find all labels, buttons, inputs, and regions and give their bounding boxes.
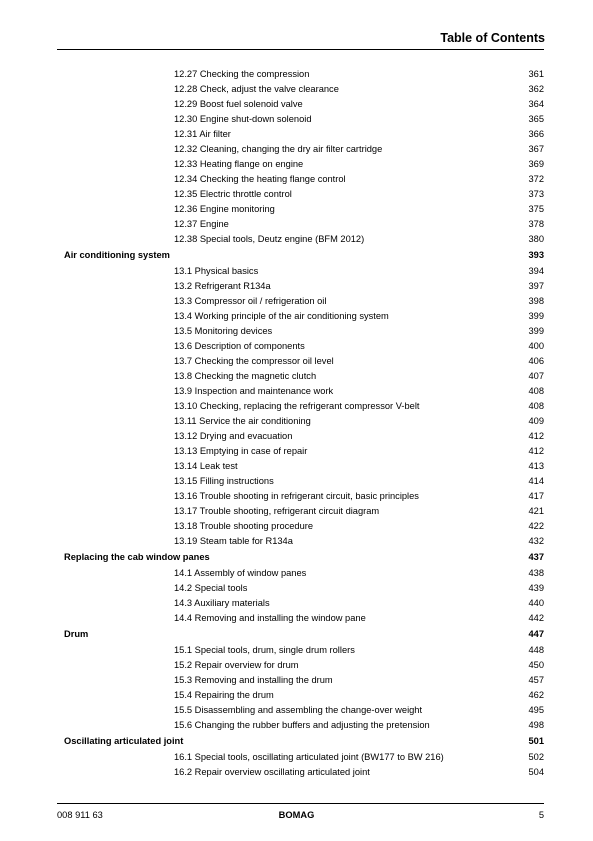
toc-entry-page: 406 (528, 356, 544, 366)
toc-entry-title: 13.2 Refrigerant R134a (174, 281, 271, 291)
toc-entry-title: 12.33 Heating flange on engine (174, 159, 304, 169)
footer-doc-number: 008 911 63 (57, 810, 103, 820)
toc-section[interactable] (57, 550, 544, 565)
toc-entry[interactable] (57, 519, 544, 534)
toc-entry-page: 400 (528, 341, 544, 351)
toc-entry[interactable] (57, 127, 544, 142)
toc-entry[interactable] (57, 703, 544, 718)
toc-entry-title: Air conditioning system (64, 249, 170, 260)
toc-entry-title: 12.34 Checking the heating flange control (174, 174, 346, 184)
toc-entry-title: 12.35 Electric throttle control (174, 189, 292, 199)
toc-entry[interactable] (57, 718, 544, 733)
toc-entry[interactable] (57, 459, 544, 474)
toc-list (57, 67, 544, 780)
toc-entry-title: 13.3 Compressor oil / refrigeration oil (174, 296, 327, 306)
toc-entry[interactable] (57, 688, 544, 703)
toc-entry-page: 369 (528, 159, 544, 169)
toc-entry[interactable] (57, 97, 544, 112)
toc-entry-title: 12.30 Engine shut-down solenoid (174, 114, 312, 124)
toc-entry[interactable] (57, 202, 544, 217)
toc-entry-title: 13.8 Checking the magnetic clutch (174, 371, 317, 381)
toc-entry-title: 13.15 Filling instructions (174, 476, 274, 486)
toc-entry-page: 440 (528, 598, 544, 608)
toc-entry[interactable] (57, 566, 544, 581)
toc-entry-page: 457 (528, 675, 544, 685)
toc-entry-title: 12.27 Checking the compression (174, 69, 310, 79)
page-title: Table of Contents (440, 31, 545, 45)
toc-entry-title: 14.1 Assembly of window panes (174, 568, 307, 578)
toc-entry-title: 13.12 Drying and evacuation (174, 431, 293, 441)
toc-entry[interactable] (57, 750, 544, 765)
toc-entry-title: 15.4 Repairing the drum (174, 690, 274, 700)
toc-entry-title: 12.29 Boost fuel solenoid valve (174, 99, 303, 109)
toc-entry-page: 361 (528, 69, 544, 79)
toc-entry[interactable] (57, 157, 544, 172)
toc-entry-title: 13.7 Checking the compressor oil level (174, 356, 334, 366)
toc-entry-title: 13.19 Steam table for R134a (174, 536, 293, 546)
toc-entry[interactable] (57, 534, 544, 549)
toc-entry-page: 447 (528, 628, 544, 639)
toc-entry-page: 362 (528, 84, 544, 94)
toc-entry-title: 13.14 Leak test (174, 461, 238, 471)
toc-entry-page: 413 (528, 461, 544, 471)
toc-entry-page: 365 (528, 114, 544, 124)
toc-section[interactable] (57, 734, 544, 749)
toc-entry[interactable] (57, 444, 544, 459)
header-rule (57, 49, 544, 50)
toc-entry[interactable] (57, 112, 544, 127)
toc-entry-title: 15.2 Repair overview for drum (174, 660, 299, 670)
toc-entry-page: 378 (528, 219, 544, 229)
toc-entry[interactable] (57, 504, 544, 519)
toc-entry[interactable] (57, 414, 544, 429)
toc-entry-page: 380 (528, 234, 544, 244)
toc-entry-title: 13.10 Checking, replacing the refrigerant compressor V-belt (174, 401, 420, 411)
toc-entry-page: 397 (528, 281, 544, 291)
toc-entry[interactable] (57, 82, 544, 97)
toc-entry-title: Oscillating articulated joint (64, 735, 184, 746)
toc-section[interactable] (57, 248, 544, 263)
toc-entry-page: 501 (528, 735, 544, 746)
toc-entry-title: 13.9 Inspection and maintenance work (174, 386, 334, 396)
toc-entry[interactable] (57, 369, 544, 384)
toc-entry[interactable] (57, 217, 544, 232)
toc-entry[interactable] (57, 611, 544, 626)
toc-entry-page: 373 (528, 189, 544, 199)
toc-entry-title: 12.36 Engine monitoring (174, 204, 275, 214)
toc-entry-page: 394 (528, 266, 544, 276)
toc-entry-page: 438 (528, 568, 544, 578)
toc-entry-title: 13.1 Physical basics (174, 266, 259, 276)
toc-entry[interactable] (57, 581, 544, 596)
toc-entry-page: 412 (528, 446, 544, 456)
toc-entry-page: 417 (528, 491, 544, 501)
toc-entry-title: 14.3 Auxiliary materials (174, 598, 270, 608)
toc-entry[interactable] (57, 596, 544, 611)
toc-entry-title: 12.32 Cleaning, changing the dry air filter cartridge (174, 144, 383, 154)
toc-entry-title: Drum (64, 628, 89, 639)
toc-entry[interactable] (57, 232, 544, 247)
footer-rule (57, 803, 544, 804)
toc-entry-page: 393 (528, 249, 544, 260)
toc-entry-title: 13.18 Trouble shooting procedure (174, 521, 314, 531)
toc-entry-page: 432 (528, 536, 544, 546)
toc-entry-page: 408 (528, 401, 544, 411)
toc-entry[interactable] (57, 279, 544, 294)
toc-entry-page: 408 (528, 386, 544, 396)
toc-entry-title: 12.28 Check, adjust the valve clearance (174, 84, 339, 94)
toc-entry-page: 422 (528, 521, 544, 531)
toc-entry-page: 414 (528, 476, 544, 486)
toc-entry-page: 504 (528, 767, 544, 777)
toc-entry-title: 12.37 Engine (174, 219, 229, 229)
toc-entry-title: 14.2 Special tools (174, 583, 248, 593)
toc-entry-title: 13.11 Service the air conditioning (174, 416, 311, 426)
toc-entry-title: 13.5 Monitoring devices (174, 326, 273, 336)
toc-entry-page: 437 (528, 551, 544, 562)
toc-entry-page: 450 (528, 660, 544, 670)
toc-entry[interactable] (57, 429, 544, 444)
toc-entry-title: 16.1 Special tools, oscillating articulated joint (BW177 to BW 216) (174, 752, 444, 762)
toc-entry[interactable] (57, 339, 544, 354)
toc-entry-page: 367 (528, 144, 544, 154)
toc-entry-title: Replacing the cab window panes (64, 551, 210, 562)
toc-entry-title: 13.16 Trouble shooting in refrigerant circuit, basic principles (174, 491, 419, 501)
toc-entry-title: 15.1 Special tools, drum, single drum rollers (174, 645, 355, 655)
toc-entry[interactable] (57, 172, 544, 187)
toc-section[interactable] (57, 627, 544, 642)
toc-entry[interactable] (57, 354, 544, 369)
toc-entry-title: 15.5 Disassembling and assembling the change-over weight (174, 705, 423, 715)
toc-entry-page: 366 (528, 129, 544, 139)
toc-entry-title: 13.4 Working principle of the air conditioning system (174, 311, 389, 321)
toc-entry[interactable] (57, 384, 544, 399)
toc-entry[interactable] (57, 142, 544, 157)
toc-entry[interactable] (57, 489, 544, 504)
toc-entry[interactable] (57, 658, 544, 673)
toc-entry[interactable] (57, 67, 544, 82)
toc-entry-page: 439 (528, 583, 544, 593)
toc-entry-page: 398 (528, 296, 544, 306)
toc-entry-title: 13.17 Trouble shooting, refrigerant circuit diagram (174, 506, 380, 516)
toc-entry-page: 495 (528, 705, 544, 715)
toc-entry-title: 15.3 Removing and installing the drum (174, 675, 333, 685)
toc-entry-title: 12.38 Special tools, Deutz engine (BFM 2012) (174, 234, 365, 244)
footer-brand: BOMAG (278, 810, 315, 820)
toc-entry-title: 13.13 Emptying in case of repair (174, 446, 308, 456)
footer-page-number: 5 (538, 810, 544, 820)
toc-entry-page: 375 (528, 204, 544, 214)
toc-entry-page: 372 (528, 174, 544, 184)
toc-entry[interactable] (57, 309, 544, 324)
toc-entry-page: 448 (528, 645, 544, 655)
toc-entry[interactable] (57, 765, 544, 780)
toc-entry-page: 442 (528, 613, 544, 623)
toc-entry-page: 412 (528, 431, 544, 441)
toc-entry-page: 498 (528, 720, 544, 730)
toc-entry[interactable] (57, 673, 544, 688)
toc-entry[interactable] (57, 643, 544, 658)
toc-entry[interactable] (57, 294, 544, 309)
toc-entry-page: 462 (528, 690, 544, 700)
toc-entry-page: 364 (528, 99, 544, 109)
toc-entry[interactable] (57, 264, 544, 279)
toc-entry-page: 421 (528, 506, 544, 516)
toc-entry-page: 407 (528, 371, 544, 381)
toc-entry-title: 13.6 Description of components (174, 341, 305, 351)
toc-entry-title: 14.4 Removing and installing the window pane (174, 613, 366, 623)
toc-entry-title: 12.31 Air filter (174, 129, 231, 139)
toc-entry-page: 399 (528, 311, 544, 321)
toc-entry[interactable] (57, 474, 544, 489)
toc-entry-title: 15.6 Changing the rubber buffers and adjusting the pretension (174, 720, 430, 730)
toc-entry[interactable] (57, 187, 544, 202)
toc-entry[interactable] (57, 324, 544, 339)
toc-entry-title: 16.2 Repair overview oscillating articulated joint (174, 767, 370, 777)
toc-entry-page: 502 (528, 752, 544, 762)
toc-entry[interactable] (57, 399, 544, 414)
toc-entry-page: 399 (528, 326, 544, 336)
toc-entry-page: 409 (528, 416, 544, 426)
